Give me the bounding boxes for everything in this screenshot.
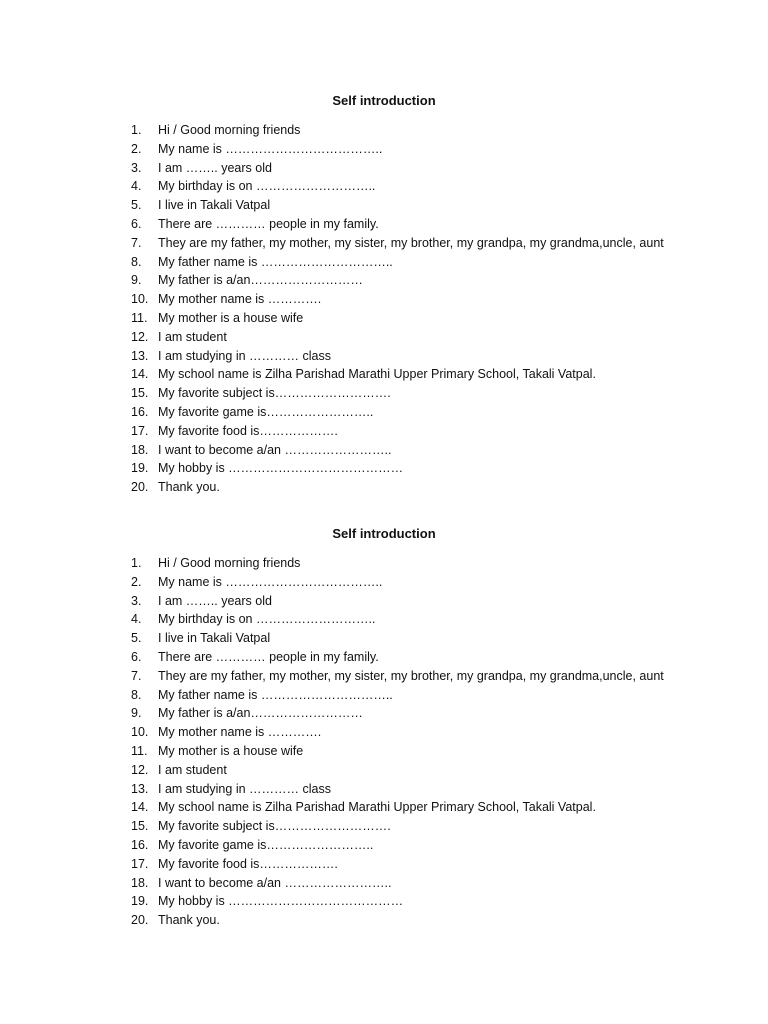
item-text: My favorite game is…………………….. xyxy=(158,404,374,419)
item-text: My favorite subject is………………………. xyxy=(158,819,391,834)
item-text: My name is ……………………………….. xyxy=(158,574,383,589)
intro-list xyxy=(0,554,768,930)
item-number: 17. xyxy=(131,423,149,438)
item-text: My father name is ………………………….. xyxy=(158,687,393,702)
item-number: 16. xyxy=(131,837,149,852)
list-item xyxy=(0,290,768,309)
list-item xyxy=(0,478,768,497)
item-number: 19. xyxy=(131,461,149,476)
item-number: 11. xyxy=(131,310,148,325)
list-item xyxy=(0,441,768,460)
list-item xyxy=(0,234,768,253)
list-item xyxy=(0,177,768,196)
item-text: They are my father, my mother, my sister, my brother, my grandpa, my grandma,uncle, aunt xyxy=(158,668,664,683)
list-item xyxy=(0,554,768,573)
list-item xyxy=(0,911,768,930)
list-item xyxy=(0,892,768,911)
item-number: 7. xyxy=(131,668,142,683)
item-number: 4. xyxy=(131,612,142,627)
list-item xyxy=(0,780,768,799)
list-item xyxy=(0,253,768,272)
item-number: 15. xyxy=(131,819,149,834)
list-item xyxy=(0,271,768,290)
item-number: 12. xyxy=(131,329,149,344)
list-item xyxy=(0,328,768,347)
item-text: My mother name is …………. xyxy=(158,292,322,307)
item-number: 8. xyxy=(131,254,142,269)
item-number: 9. xyxy=(131,706,142,721)
item-text: My birthday is on ……………………….. xyxy=(158,179,376,194)
list-item xyxy=(0,365,768,384)
list-item xyxy=(0,384,768,403)
item-number: 10. xyxy=(131,725,149,740)
item-number: 1. xyxy=(131,123,142,137)
list-item xyxy=(0,629,768,648)
item-number: 3. xyxy=(131,160,142,175)
list-item xyxy=(0,742,768,761)
list-item xyxy=(0,874,768,893)
item-text: I am studying in ………… class xyxy=(158,348,331,363)
item-text: I want to become a/an …………………….. xyxy=(158,875,392,890)
item-text: My favorite game is…………………….. xyxy=(158,837,374,852)
item-text: I am …….. years old xyxy=(158,160,272,175)
item-number: 20. xyxy=(131,480,149,495)
item-text: My father is a/an……………………… xyxy=(158,706,363,721)
list-item xyxy=(0,140,768,159)
item-text: My mother is a house wife xyxy=(158,743,304,758)
item-text: They are my father, my mother, my sister, my brother, my grandpa, my grandma,uncle, aunt xyxy=(158,235,664,250)
section-title: Self introduction xyxy=(332,93,436,108)
item-number: 15. xyxy=(131,386,149,401)
item-text: My hobby is …………………………………… xyxy=(158,894,404,909)
list-item xyxy=(0,855,768,874)
item-text: I am …….. years old xyxy=(158,593,272,608)
item-text: My father is a/an……………………… xyxy=(158,273,363,288)
item-text: My mother is a house wife xyxy=(158,310,304,325)
item-text: There are ………… people in my family. xyxy=(158,649,379,664)
item-text: I live in Takali Vatpal xyxy=(158,198,271,213)
item-number: 16. xyxy=(131,404,149,419)
item-text: My favorite food is………………. xyxy=(158,856,338,871)
list-item xyxy=(0,817,768,836)
item-text: I want to become a/an …………………….. xyxy=(158,442,392,457)
item-number: 2. xyxy=(131,141,142,156)
item-text: Hi / Good morning friends xyxy=(158,556,301,570)
item-number: 14. xyxy=(131,367,149,382)
item-text: My favorite food is………………. xyxy=(158,423,338,438)
list-item xyxy=(0,347,768,366)
item-number: 12. xyxy=(131,762,149,777)
item-text: I am student xyxy=(158,762,227,777)
item-text: I live in Takali Vatpal xyxy=(158,631,271,646)
item-number: 2. xyxy=(131,574,142,589)
list-item xyxy=(0,196,768,215)
item-number: 1. xyxy=(131,556,142,570)
item-number: 6. xyxy=(131,216,142,231)
item-text: My father name is ………………………….. xyxy=(158,254,393,269)
item-text: Hi / Good morning friends xyxy=(158,123,301,137)
list-item xyxy=(0,422,768,441)
list-item xyxy=(0,610,768,629)
item-text: Thank you. xyxy=(158,913,220,928)
item-number: 7. xyxy=(131,235,142,250)
item-number: 4. xyxy=(131,179,142,194)
list-item xyxy=(0,573,768,592)
list-item xyxy=(0,761,768,780)
item-number: 18. xyxy=(131,875,149,890)
item-number: 6. xyxy=(131,649,142,664)
item-number: 5. xyxy=(131,198,142,213)
list-item xyxy=(0,798,768,817)
item-number: 8. xyxy=(131,687,142,702)
list-item xyxy=(0,592,768,611)
item-number: 13. xyxy=(131,781,149,796)
item-text: There are ………… people in my family. xyxy=(158,216,379,231)
list-item xyxy=(0,403,768,422)
item-text: My name is ……………………………….. xyxy=(158,141,383,156)
item-number: 17. xyxy=(131,856,149,871)
item-text: My birthday is on ……………………….. xyxy=(158,612,376,627)
item-text: My favorite subject is………………………. xyxy=(158,386,391,401)
list-item xyxy=(0,704,768,723)
list-item xyxy=(0,667,768,686)
intro-list xyxy=(0,121,768,497)
list-item xyxy=(0,309,768,328)
item-number: 3. xyxy=(131,593,142,608)
item-number: 11. xyxy=(131,743,148,758)
item-text: My hobby is …………………………………… xyxy=(158,461,404,476)
item-number: 18. xyxy=(131,442,149,457)
item-text: My mother name is …………. xyxy=(158,725,322,740)
list-item xyxy=(0,723,768,742)
item-number: 14. xyxy=(131,800,149,815)
item-number: 19. xyxy=(131,894,149,909)
list-item xyxy=(0,459,768,478)
list-item xyxy=(0,159,768,178)
list-item xyxy=(0,836,768,855)
item-number: 13. xyxy=(131,348,149,363)
item-text: Thank you. xyxy=(158,480,220,495)
item-text: I am studying in ………… class xyxy=(158,781,331,796)
item-number: 9. xyxy=(131,273,142,288)
list-item xyxy=(0,648,768,667)
intro-section xyxy=(0,92,768,497)
item-text: My school name is Zilha Parishad Marathi Upper Primary School, Takali Vatpal. xyxy=(158,800,596,815)
item-number: 20. xyxy=(131,913,149,928)
list-item xyxy=(0,686,768,705)
list-item xyxy=(0,121,768,140)
item-number: 10. xyxy=(131,292,149,307)
section-title: Self introduction xyxy=(332,526,436,541)
item-number: 5. xyxy=(131,631,142,646)
item-text: I am student xyxy=(158,329,227,344)
item-text: My school name is Zilha Parishad Marathi Upper Primary School, Takali Vatpal. xyxy=(158,367,596,382)
list-item xyxy=(0,215,768,234)
intro-section xyxy=(0,525,768,930)
